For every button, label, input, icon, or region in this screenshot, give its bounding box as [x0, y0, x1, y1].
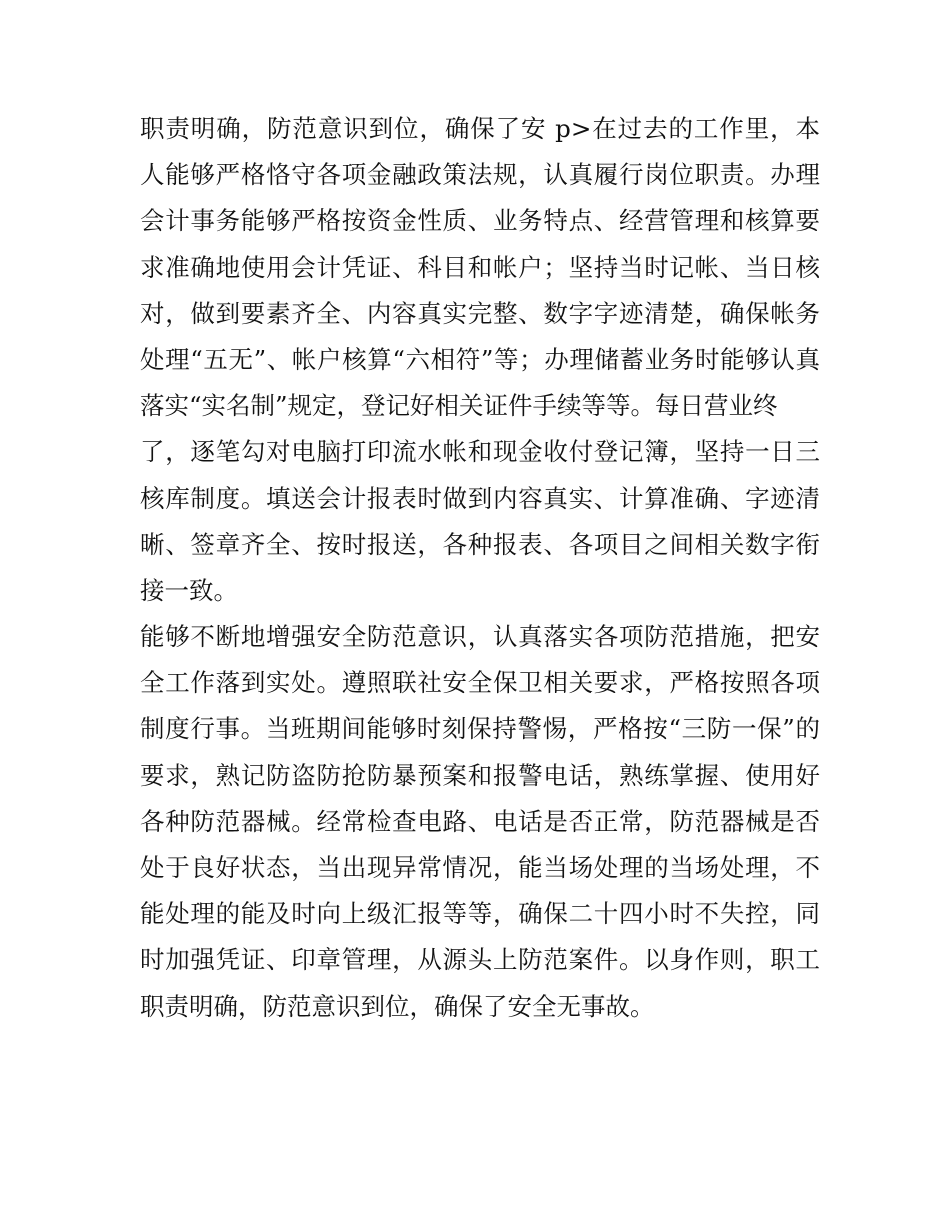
text-line: 晰、签章齐全、按时报送，各种报表、各项目之间相关数字衔 [140, 529, 820, 559]
text-line: 时加强凭证、印章管理，从源头上防范案件。以身作则，职工 [140, 945, 820, 975]
text-line: 各种防范器械。经常检查电路、电话是否正常，防范器械是否 [140, 806, 820, 836]
text-line: 接一致。 [140, 575, 238, 605]
text-line: 职责明确，防范意识到位，确保了安 p>在过去的工作里，本 [140, 114, 820, 143]
text-line: 核库制度。填送会计报表时做到内容真实、计算准确、字迹清 [140, 483, 820, 513]
text-line: 全工作落到实处。遵照联社安全保卫相关要求，严格按照各项 [140, 668, 820, 698]
text-line: 会计事务能够严格按资金性质、业务特点、经营管理和核算要 [140, 206, 820, 236]
text-line: 处于良好状态，当出现异常情况，能当场处理的当场处理，不 [140, 853, 820, 882]
document-body [140, 106, 820, 1030]
paragraph-work-performance [140, 106, 820, 614]
text-line: 能够不断地增强安全防范意识，认真落实各项防范措施，把安 [140, 622, 820, 652]
text-line: 处理“五无”、帐户核算“六相符”等；办理储蓄业务时能够认真 [140, 344, 820, 374]
text-line: 对，做到要素齐全、内容真实完整、数字字迹清楚，确保帐务 [140, 298, 820, 328]
text-line: 要求，熟记防盗防抢防暴预案和报警电话，熟练掌握、使用好 [140, 760, 820, 790]
text-line: 制度行事。当班期间能够时刻保持警惕，严格按“三防一保”的 [140, 714, 820, 744]
text-line: 职责明确，防范意识到位，确保了安全无事故。 [140, 991, 655, 1021]
text-line: 能处理的能及时向上级汇报等等，确保二十四小时不失控，同 [140, 899, 820, 929]
text-line: 求准确地使用会计凭证、科目和帐户；坚持当时记帐、当日核 [140, 252, 820, 282]
text-line: 人能够严格恪守各项金融政策法规，认真履行岗位职责。办理 [140, 160, 820, 190]
paragraph-security-awareness [140, 614, 820, 1030]
text-line: 落实“实名制”规定，登记好相关证件手续等等。每日营业终 [140, 391, 778, 421]
text-line: 了，逐笔勾对电脑打印流水帐和现金收付登记簿，坚持一日三 [140, 437, 820, 467]
